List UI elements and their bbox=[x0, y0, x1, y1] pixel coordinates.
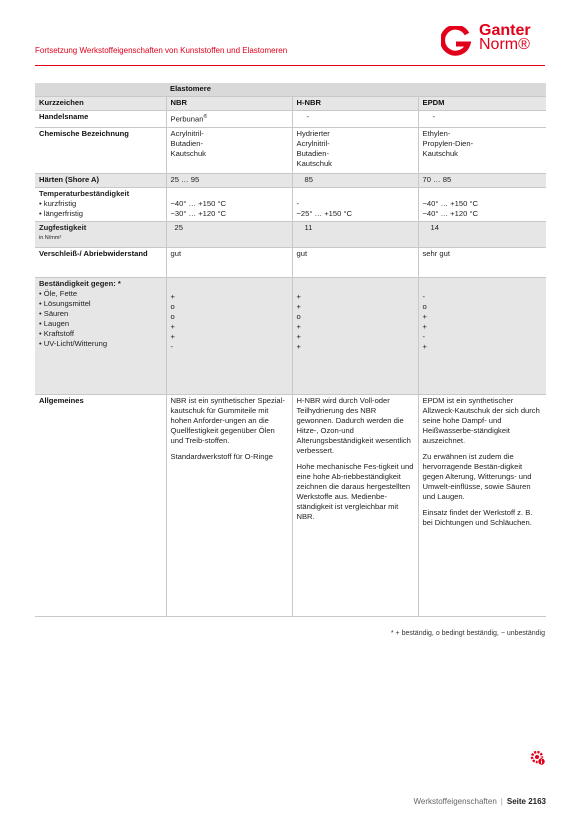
cell-epdm: −40° … +150 °C −40° … +120 °C bbox=[418, 187, 546, 221]
cell-nbr: NBR bbox=[166, 97, 292, 111]
cell-hnbr: H-NBR wird durch Voll-oder Teilhydrierung des NBR gewonnen. Dadurch werden die Hitze-, Ozon-und Alterungsbeständigkeit wesentlich verbessert. Hohe mechanische Fes-tigkeit und eine hohe Ab-riebbeständigkeit zeichnen die daraus hergestellten Werkstoffe aus. Medienbe-ständigkeit ist vergleichbar mit NBR. bbox=[292, 394, 418, 616]
cell-nbr: 25 bbox=[166, 221, 292, 247]
cell-nbr: 25 … 95 bbox=[166, 173, 292, 187]
cell-nbr: −40° … +150 °C −30° … +120 °C bbox=[166, 187, 292, 221]
ganter-g-logo-icon bbox=[441, 26, 471, 56]
table-row bbox=[35, 247, 546, 277]
row-label: Zugfestigkeit in N/mm² bbox=[35, 221, 166, 247]
cell-nbr: Perbunan® bbox=[166, 111, 292, 128]
logo-text bbox=[479, 24, 531, 52]
cell-nbr: NBR ist ein synthetischer Spezial-kautschuk für Gummiteile mit hohen Anforder-ungen an die Quellfestigkeit gegenüber Ölen und Treib-stoffen. Standardwerkstoff für O-Ringe bbox=[166, 394, 292, 616]
cell-nbr: gut bbox=[166, 247, 292, 277]
cell-epdm: Ethylen- Propylen-Dien- Kautschuk bbox=[418, 127, 546, 173]
cell-hnbr: - bbox=[292, 111, 418, 128]
ganter-norm-logo[interactable] bbox=[441, 24, 551, 58]
logo-line1: Ganter bbox=[479, 22, 531, 39]
cell-hnbr: 85 bbox=[292, 173, 418, 187]
cell-epdm: EPDM ist ein synthetischer Allzweck-Kautschuk der sich durch seine hohe Dampf- und Heißwasserbe-ständigkeit auszeichnet. Zu erwähnen ist zudem die hervorragende Bestän-digkeit gegen Alterung, Witterungs- und Umwelt-einflüsse, sowie Säuren und Laugen. Einsatz findet der Werkstoff z. B. bei Dichtungen und Schläuchen. bbox=[418, 394, 546, 616]
table-row bbox=[35, 394, 546, 616]
table-row bbox=[35, 97, 546, 111]
page-header-title: Fortsetzung Werkstoffeigenschaften von Kunststoffen und Elastomeren bbox=[35, 46, 288, 55]
footer-section: Werkstoffeigenschaften bbox=[413, 797, 497, 806]
table-row bbox=[35, 277, 546, 394]
row-label: Härten (Shore A) bbox=[35, 173, 166, 187]
resistance-legend: * + beständig, o bedingt beständig, − unbeständig bbox=[390, 630, 545, 637]
table-row bbox=[35, 111, 546, 128]
row-label: Allgemeines bbox=[35, 394, 166, 616]
row-label: Kurzzeichen bbox=[35, 97, 166, 111]
cell-hnbr: + + o + + + bbox=[292, 277, 418, 394]
footer-page-number: Seite 2163 bbox=[506, 797, 546, 806]
row-label: Beständigkeit gegen: * • Öle, Fette • Lösungsmittel • Säuren • Laugen • Kraftstoff • UV-Licht/Witterung bbox=[35, 277, 166, 394]
table-row bbox=[35, 221, 546, 247]
cell-epdm: sehr gut bbox=[418, 247, 546, 277]
gear-info-icon[interactable] bbox=[530, 750, 546, 766]
table-row bbox=[35, 187, 546, 221]
cell-hnbr: gut bbox=[292, 247, 418, 277]
cell-nbr: + o o + + - bbox=[166, 277, 292, 394]
group-header: Elastomere bbox=[166, 83, 546, 97]
cell-nbr: Acrylnitril- Butadien- Kautschuk bbox=[166, 127, 292, 173]
cell-epdm: EPDM bbox=[418, 97, 546, 111]
cell-epdm: 70 … 85 bbox=[418, 173, 546, 187]
table-row bbox=[35, 127, 546, 173]
logo-line2: Norm® bbox=[479, 36, 530, 53]
cell-epdm: - o + + - + bbox=[418, 277, 546, 394]
page-footer: Werkstoffeigenschaften | Seite 2163 bbox=[413, 797, 546, 806]
header-rule bbox=[35, 65, 545, 66]
row-label: Chemische Bezeichnung bbox=[35, 127, 166, 173]
table-group-header-row bbox=[35, 83, 546, 97]
cell-hnbr: Hydrierter Acrylnitril- Butadien- Kautschuk bbox=[292, 127, 418, 173]
cell-epdm: 14 bbox=[418, 221, 546, 247]
cell-hnbr: H-NBR bbox=[292, 97, 418, 111]
row-label: Handelsname bbox=[35, 111, 166, 128]
row-label: Verschleiß-/ Abriebwiderstand bbox=[35, 247, 166, 277]
material-properties-table bbox=[35, 83, 546, 617]
cell-hnbr: - −25° … +150 °C bbox=[292, 187, 418, 221]
table-row bbox=[35, 173, 546, 187]
row-label: Temperaturbeständigkeit • kurzfristig • längerfristig bbox=[35, 187, 166, 221]
cell-hnbr: 11 bbox=[292, 221, 418, 247]
cell-epdm: - bbox=[418, 111, 546, 128]
